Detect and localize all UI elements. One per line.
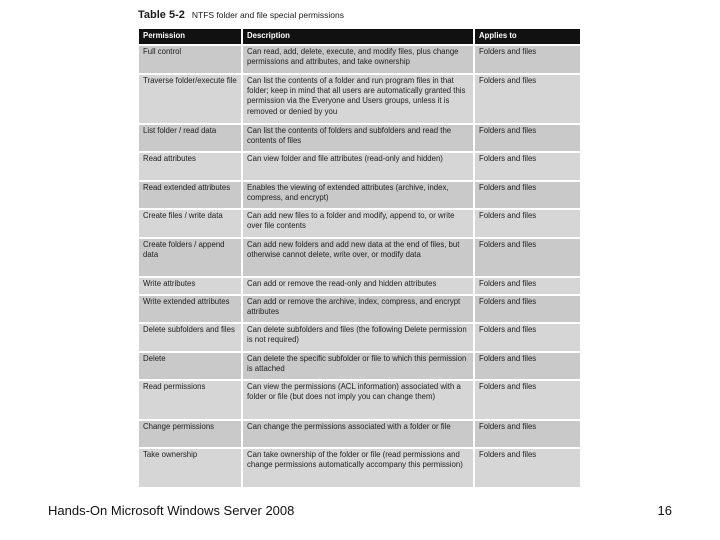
- applies-to-cell: Folders and files: [474, 295, 581, 323]
- description-cell: Can delete the specific subfolder or file to which this permission is attached: [242, 352, 474, 380]
- permission-cell: Change permissions: [138, 420, 242, 448]
- description-cell: Enables the viewing of extended attributes (archive, index, compress, and encrypt): [242, 181, 474, 209]
- table-title: NTFS folder and file special permissions: [191, 10, 344, 20]
- description-cell: Can take ownership of the folder or file (read permissions and change permissions automatically accompany this permission): [242, 448, 474, 488]
- permission-cell: Read extended attributes: [138, 181, 242, 209]
- description-cell: Can list the contents of folders and subfolders and read the contents of files: [242, 124, 474, 152]
- permission-cell: Write attributes: [138, 277, 242, 295]
- table-caption: [138, 9, 344, 25]
- applies-to-cell: Folders and files: [474, 238, 581, 277]
- permission-cell: List folder / read data: [138, 124, 242, 152]
- description-cell: Can add new folders and add new data at the end of files, but otherwise cannot delete, write over, or modify data: [242, 238, 474, 277]
- description-cell: Can read, add, delete, execute, and modify files, plus change permissions and attributes, and take ownership: [242, 45, 474, 74]
- header-permission: Permission: [138, 28, 242, 45]
- permission-cell: Read attributes: [138, 152, 242, 181]
- applies-to-cell: Folders and files: [474, 124, 581, 152]
- table-row: [138, 152, 581, 181]
- table-row: [138, 295, 581, 323]
- table-row: [138, 45, 581, 74]
- table-row: [138, 323, 581, 352]
- table-row: [138, 448, 581, 488]
- table-row: [138, 209, 581, 238]
- header-applies-to: Applies to: [474, 28, 581, 45]
- applies-to-cell: Folders and files: [474, 420, 581, 448]
- table-row: [138, 238, 581, 277]
- description-cell: Can add or remove the archive, index, compress, and encrypt attributes: [242, 295, 474, 323]
- permissions-table: [137, 27, 582, 489]
- description-cell: Can view folder and file attributes (read-only and hidden): [242, 152, 474, 181]
- table-row: [138, 74, 581, 124]
- description-cell: Can change the permissions associated with a folder or file: [242, 420, 474, 448]
- applies-to-cell: Folders and files: [474, 448, 581, 488]
- permission-cell: Delete: [138, 352, 242, 380]
- applies-to-cell: Folders and files: [474, 380, 581, 420]
- description-cell: Can delete subfolders and files (the following Delete permission is not required): [242, 323, 474, 352]
- applies-to-cell: Folders and files: [474, 45, 581, 74]
- description-cell: Can add new files to a folder and modify, append to, or write over file contents: [242, 209, 474, 238]
- permission-cell: Read permissions: [138, 380, 242, 420]
- applies-to-cell: Folders and files: [474, 209, 581, 238]
- permission-cell: Delete subfolders and files: [138, 323, 242, 352]
- table-row: [138, 352, 581, 380]
- permission-cell: Create folders / append data: [138, 238, 242, 277]
- permission-cell: Create files / write data: [138, 209, 242, 238]
- description-cell: Can view the permissions (ACL information) associated with a folder or file (but does not imply you can change them): [242, 380, 474, 420]
- applies-to-cell: Folders and files: [474, 74, 581, 124]
- table-row: [138, 420, 581, 448]
- description-cell: Can add or remove the read-only and hidden attributes: [242, 277, 474, 295]
- page-number: 16: [657, 503, 672, 518]
- header-description: Description: [242, 28, 474, 45]
- table-row: [138, 181, 581, 209]
- permission-cell: Full control: [138, 45, 242, 74]
- permission-cell: Write extended attributes: [138, 295, 242, 323]
- header-row: [138, 28, 581, 45]
- applies-to-cell: Folders and files: [474, 181, 581, 209]
- table-number: Table 5-2: [138, 9, 185, 21]
- description-cell: Can list the contents of a folder and run program files in that folder; keep in mind that all users are automatically granted this permission via the Everyone and Users groups, unless it is removed or denied by you: [242, 74, 474, 124]
- table-row: [138, 380, 581, 420]
- applies-to-cell: Folders and files: [474, 352, 581, 380]
- applies-to-cell: Folders and files: [474, 152, 581, 181]
- table-row: [138, 277, 581, 295]
- permission-cell: Take ownership: [138, 448, 242, 488]
- applies-to-cell: Folders and files: [474, 277, 581, 295]
- table-row: [138, 124, 581, 152]
- footer-book-title: Hands-On Microsoft Windows Server 2008: [48, 503, 295, 518]
- permission-cell: Traverse folder/execute file: [138, 74, 242, 124]
- applies-to-cell: Folders and files: [474, 323, 581, 352]
